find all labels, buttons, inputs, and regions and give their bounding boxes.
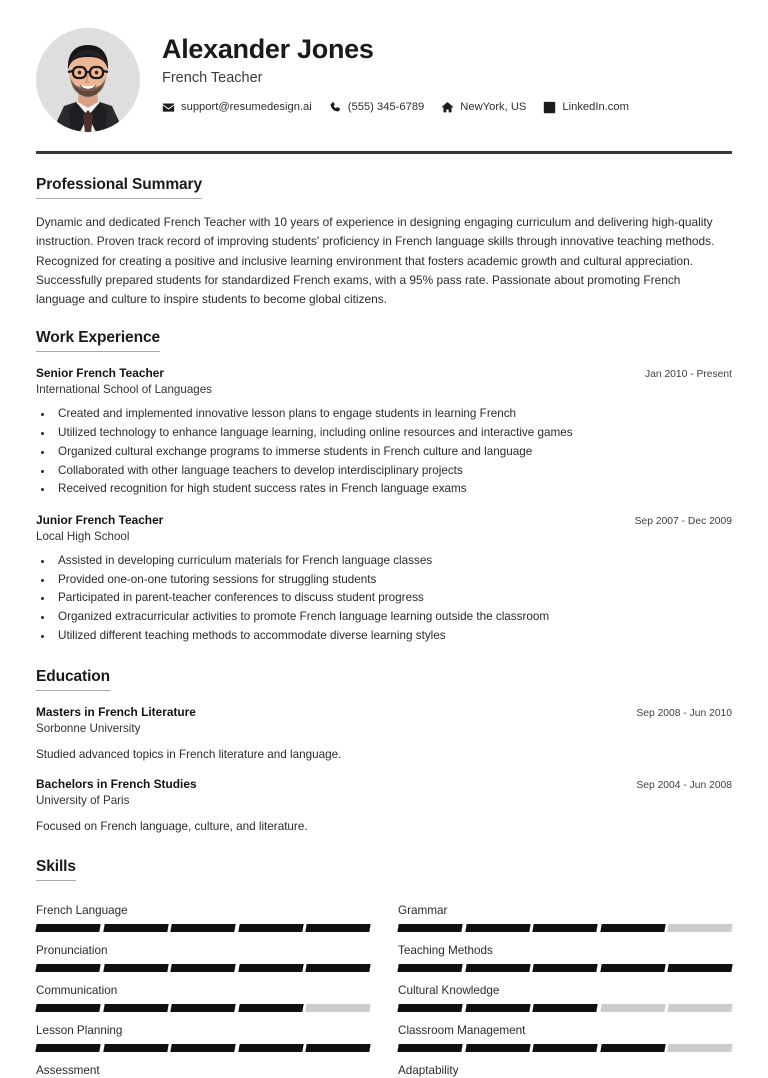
education-entry [36, 777, 732, 836]
education-entry [36, 705, 732, 764]
list-item: • Participated in parent-teacher conferences to discuss student progress [54, 589, 732, 608]
skill-level-segment [238, 964, 303, 972]
skill-label: Pronunciation [36, 943, 108, 957]
skill-label: Cultural Knowledge [398, 983, 500, 997]
skill-item [398, 1054, 732, 1078]
list-item: • Organized cultural exchange programs to immerse students in French culture and language [54, 443, 732, 462]
skill-level-segment [170, 924, 235, 932]
section-professional-summary [36, 176, 732, 309]
skill-level-segment [668, 964, 733, 972]
skill-level-segment [397, 964, 462, 972]
skill-level-segment [532, 1004, 597, 1012]
contact-linkedin[interactable] [543, 101, 629, 114]
work-entry-role: Junior French Teacher [36, 513, 164, 527]
avatar [36, 28, 140, 132]
skill-label: French Language [36, 903, 128, 917]
skill-level-bar [398, 1004, 732, 1012]
skill-level-bar [36, 1044, 370, 1052]
skill-label: Teaching Methods [398, 943, 493, 957]
education-entry-degree: Bachelors in French Studies [36, 777, 197, 792]
skill-label: Grammar [398, 903, 448, 917]
header-text-block [162, 28, 732, 114]
skill-level-segment [465, 924, 530, 932]
work-entry-date: Sep 2007 - Dec 2009 [634, 516, 732, 527]
list-item: • Collaborated with other language teachers to develop interdisciplinary projects [54, 462, 732, 481]
skill-level-segment [600, 1044, 665, 1052]
skill-level-segment [668, 1004, 733, 1012]
skill-level-segment [170, 1004, 235, 1012]
skill-level-bar [36, 1004, 370, 1012]
work-entry [36, 366, 732, 499]
work-entry-head [36, 366, 732, 380]
contact-row [162, 101, 732, 114]
contact-linkedin-text: LinkedIn.com [562, 101, 629, 114]
skill-level-segment [35, 1044, 100, 1052]
list-item: • Utilized technology to enhance language learning, including online resources and interactive games [54, 424, 732, 443]
education-entry-date: Sep 2008 - Jun 2010 [636, 707, 732, 719]
skill-level-segment [306, 1004, 371, 1012]
work-entry-bullets [54, 405, 732, 499]
work-entry-organization: International School of Languages [36, 383, 212, 397]
skill-level-segment [397, 924, 462, 932]
page-title: Alexander Jones [162, 34, 374, 64]
skill-level-segment [668, 1044, 733, 1052]
skill-item [398, 894, 732, 934]
contact-location[interactable] [441, 101, 526, 114]
skill-label: Lesson Planning [36, 1023, 123, 1037]
summary-text: Dynamic and dedicated French Teacher with 10 years of experience in designing engaging curriculum and delivering high-quality instruction. Proven track record of improving students' proficiency in French language skills through innovative teaching methods. Recognized for creating a positive and inclusive learning environment that fosters academic growth and cultural appreciation. Successfully prepared students for standardized French exams, with a 95% pass rate. Passionate about promoting French language and culture to inspire students to become global citizens. [36, 215, 715, 307]
skill-level-segment [397, 1044, 462, 1052]
skill-level-segment [103, 924, 168, 932]
skill-level-bar [398, 924, 732, 932]
education-entry-head [36, 777, 732, 791]
section-heading: Skills [36, 858, 76, 881]
list-item: • Organized extracurricular activities to promote French language learning outside the classroom [54, 608, 732, 627]
skill-level-segment [600, 924, 665, 932]
work-entry-role: Senior French Teacher [36, 366, 164, 381]
skills-grid [36, 894, 732, 1078]
skill-level-bar [398, 964, 732, 972]
skill-item [36, 1014, 370, 1054]
skill-item [398, 934, 732, 974]
skill-level-segment [532, 1044, 597, 1052]
list-item: • Provided one-on-one tutoring sessions for struggling students [54, 571, 732, 590]
education-entry-degree: Masters in French Literature [36, 704, 196, 719]
skill-level-bar [398, 1044, 732, 1052]
list-item: • Created and implemented innovative lesson plans to engage students in learning French [54, 405, 732, 424]
skill-level-bar [36, 924, 370, 932]
envelope-icon [162, 101, 175, 114]
skill-item [398, 974, 732, 1014]
home-icon [441, 101, 454, 114]
skill-level-segment [35, 964, 100, 972]
education-entry-date: Sep 2004 - Jun 2008 [636, 780, 732, 792]
education-entry-description: Focused on French language, culture, and literature. [36, 820, 308, 834]
work-entry-bullets [54, 552, 732, 646]
work-entry-head [36, 513, 732, 527]
skill-level-segment [35, 924, 100, 932]
contact-email-text: support@resumedesign.ai [181, 101, 312, 114]
skill-level-segment [103, 1044, 168, 1052]
education-entry-description: Studied advanced topics in French literature and language. [36, 747, 342, 761]
job-title: French Teacher [162, 70, 263, 87]
skill-label: Assessment [36, 1063, 100, 1077]
section-heading: Professional Summary [36, 176, 202, 199]
skill-level-bar [36, 964, 370, 972]
skill-level-segment [238, 924, 303, 932]
work-entry-organization: Local High School [36, 530, 130, 543]
skill-level-segment [306, 964, 371, 972]
education-entry-institution: University of Paris [36, 794, 130, 808]
skill-level-segment [397, 1004, 462, 1012]
skill-level-segment [465, 1044, 530, 1052]
resume-header [36, 28, 732, 138]
section-work-experience [36, 329, 732, 645]
skill-label: Classroom Management [398, 1023, 526, 1037]
work-entry-date: Jan 2010 - Present [644, 369, 732, 381]
skill-level-segment [170, 1044, 235, 1052]
skill-item [36, 934, 370, 974]
skill-level-segment [532, 924, 597, 932]
skill-level-segment [103, 1004, 168, 1012]
skill-level-segment [238, 1004, 303, 1012]
skill-label: Communication [36, 983, 118, 997]
skill-level-segment [35, 1004, 100, 1012]
contact-phone[interactable] [329, 101, 425, 114]
section-skills [36, 858, 732, 1078]
education-entry-head [36, 705, 732, 719]
skill-level-segment [103, 964, 168, 972]
contact-email[interactable] [162, 101, 312, 114]
section-heading: Work Experience [36, 329, 160, 352]
contact-location-text: NewYork, US [460, 101, 527, 114]
contact-phone-text: (555) 345-6789 [347, 101, 425, 114]
work-entry [36, 513, 732, 646]
skill-item [36, 894, 370, 934]
linkedin-icon [543, 101, 556, 114]
section-heading: Education [36, 668, 110, 691]
skill-label: Adaptability [398, 1063, 459, 1077]
list-item: • Received recognition for high student success rates in French language exams [54, 480, 732, 499]
skill-level-segment [170, 964, 235, 972]
list-item: • Assisted in developing curriculum materials for French language classes [54, 552, 732, 571]
list-item: • Utilized different teaching methods to accommodate diverse learning styles [54, 627, 732, 646]
skill-level-segment [668, 924, 733, 932]
header-divider [36, 151, 732, 154]
skill-item [36, 1054, 370, 1078]
skill-level-segment [600, 1004, 665, 1012]
skill-level-segment [238, 1044, 303, 1052]
skill-level-segment [465, 964, 530, 972]
phone-icon [329, 101, 342, 114]
skill-item [36, 974, 370, 1014]
section-education [36, 668, 732, 836]
skill-item [398, 1014, 732, 1054]
skill-level-segment [306, 924, 371, 932]
education-entry-institution: Sorbonne University [36, 721, 141, 735]
skill-level-segment [600, 964, 665, 972]
skill-level-segment [532, 964, 597, 972]
skill-level-segment [465, 1004, 530, 1012]
skill-level-segment [306, 1044, 371, 1052]
